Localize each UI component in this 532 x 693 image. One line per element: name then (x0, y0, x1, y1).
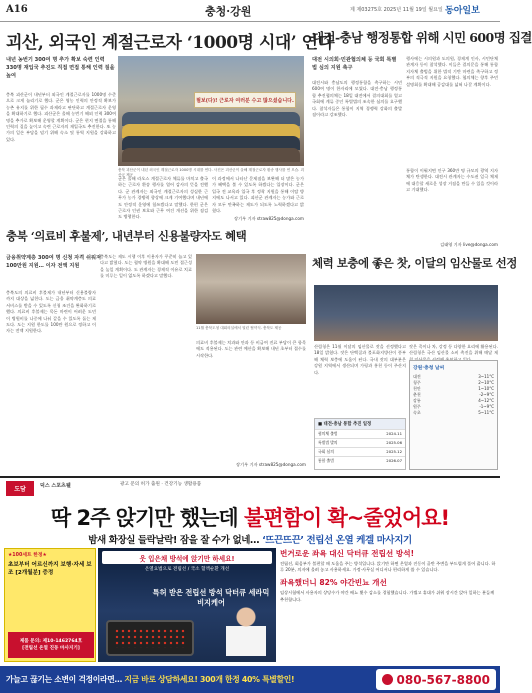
article-body-col: 대전시와 충남도의 행정통합을 촉구하는 시민 600여 명이 한자리에 모였다. 대전·충남 행정통합 추진협의체는 18일 대전에서 결의대회를 열고 국회에 계류 중인 특별법의 조속한 심의를 요구했다. 참석자들은 통합이 지역 경쟁력 강화의 출발점이라고 강조했다. (312, 80, 402, 118)
newspaper-logo[interactable]: 동아일보 (445, 6, 480, 16)
ad-product-name: 특허 받은 전립선 방석 닥터큐 세라믹 비지케어 (152, 588, 270, 607)
article-body-col: 충북도는 제도 시행 이후 이용자가 꾸준히 늘고 있다고 밝혔다. 도는 협약 병원을 확대해 도민 접근성을 높일 계획이다. 도 관계자는 경제적 이유로 치료를 미루는 일이 없도록 하겠다고 말했다. (100, 254, 192, 279)
ad-subheadline: 밤새 화장실 들락날락! 잠을 잘 수가 없네… ‘뜨끈뜨끈’ 전립선 온열 케겔 마사지기 (88, 535, 412, 546)
article-headline[interactable]: 괴산, 외국인 계절근로자 ‘1000명 시대’ 연다 (6, 33, 334, 53)
table-row: 통합 출범 2026.07 (315, 456, 405, 465)
weather-title: 강원·충청 날씨 (413, 366, 445, 371)
ad-product-benefit: 온열요법으로 전립선 / 국소 혈액순환 개선 (144, 567, 230, 572)
weather-row: 원주 -1~9°C (413, 404, 494, 409)
ad-headline: 딱 2주 앉기만 했는데 불편함이 확~줄었어요! (50, 506, 450, 530)
weather-box (409, 360, 498, 470)
byline: 장기우 기자 straw825@donga.com (234, 216, 304, 221)
article-body-col: 행사에는 시의원과 도의원, 경제계 인사, 시민단체 관계자 등이 참석했다. 이들은 결의문을 통해 통합 지자체 출범을 위한 법적 기반 마련을 촉구하고 정부의 적극적 지원을 요청했다. 협의체는 향후 주민 설명회를 확대해 공감대를 넓혀 나갈 계획이다. (406, 56, 498, 87)
article-body-col: 산림청은 11월 이달의 임산물로 잣을 선정했다고 18일 밝혔다. 잣은 단백질과 불포화지방산이 풍부해 체력 보충에 도움이 된다. 국내 잣의 대부분은 강원 지역에서 생산되며 가평과 홍천 등이 주산지다. (314, 344, 406, 375)
ad-call-text: 가늘고 끊기는 소변이 걱정이라면… 지금 바로 상담하세요! 300개 한정 40% 특별할인! (6, 675, 295, 684)
cushion-image (106, 620, 194, 656)
article-photo (314, 285, 498, 341)
ad-promo-panel (4, 548, 96, 662)
weather-row: 대전 3~11°C (413, 374, 494, 379)
article-body-col: 의료비 후불제는 치과와 안과 등 비급여 진료 부담이 큰 항목에도 적용된다. 도는 관련 예산을 확보해 내년 초부터 접수를 시작한다. (196, 340, 306, 358)
table-row: 특별법 발의 2025.06 (315, 438, 405, 447)
article-headline[interactable]: 대전-충남 행정통합 위해 시민 600명 집결 (312, 30, 532, 45)
weather-row: 속초 5~11°C (413, 410, 494, 415)
article-photo (196, 254, 306, 324)
advertisement[interactable] (0, 476, 500, 691)
table-row: 국회 심의 2025.12 (315, 447, 405, 456)
byline: 장기우 기자 straw825@donga.com (236, 462, 306, 467)
article-body-col: 통합이 이뤄지면 인구 360만 명 규모의 광역 지자체가 탄생한다. 대전시 관계자는 수도권 일극 체제에 대응할 새로운 성장 거점을 만들 수 있을 것이라고 기대했다. (406, 168, 498, 193)
issue-info: 제 제03275호 2025년 11월 19일 월요일 (350, 7, 443, 13)
ad-logo: 도담 (6, 481, 34, 496)
article-body-col: 이 과정에서 나타난 문제점을 보완해 더 많은 농가가 혜택을 볼 수 있도록 하겠다는 입장이다. 군은 입국 전 교육과 입국 후 정착 지원을 통해 이탈 방지에도 나서고 있다. 괴산군 관계자는 농가와 근로자 모두 만족하는 제도가 되도록 노력하겠다고 밝혔다. (212, 176, 304, 214)
promo-limited: ★100세트 한정★ (8, 553, 47, 558)
photo-caption: 11월 충북도청 대회의실에서 열린 협약식. 충북도 제공 (196, 326, 282, 330)
schedule-table (314, 418, 406, 470)
article-photo (118, 56, 304, 166)
article-subhead: 대전 시의회·민관협의체 등 국회 특별법 심의 지원 촉구 (312, 57, 397, 71)
ad-copy-body: 전립선, 회음부가 불편할 때 도움을 주는 방석입니다. 앉기만 하면 온열과 진동이 골반 주변을 부드럽게 풀어 줍니다. 하루 20분, 의자에 올려 놓고 사용하세요. 가정·사무실 어디서나 편리하게 쓸 수 있습니다. (280, 561, 496, 573)
doctor-image (226, 606, 266, 656)
phone-icon (382, 674, 393, 685)
ad-copy-panel (280, 548, 496, 662)
ad-shop-name: 덕스 스포츠웰 (40, 483, 71, 489)
ad-copy-title: 좌욕했더니 82% 야간빈뇨 개선 (280, 578, 387, 588)
page-header (0, 0, 500, 22)
table-title: ■ 대전·충남 통합 추진 일정 (315, 419, 405, 429)
ad-phone-button[interactable]: 080-567-8800 (376, 669, 496, 690)
ad-product-panel (98, 548, 276, 662)
section-title: 충청·강원 (205, 5, 252, 18)
article-body-col: 충북도의 의료비 후불제가 내년부터 신용불량자까지 대상을 넓힌다. 도는 금융 취약계층도 의료 서비스를 받을 수 있도록 신청 조건을 완화하기로 했다. 의료비 후불제는 목돈 마련이 어려운 도민이 병원비를 나중에 나눠 갚을 수 있도록 돕는 제도다. 도는 지원 한도를 100만 원으로 정하고 이자는 전액 지원한다. (6, 290, 96, 334)
article-body-col: 군은 올해 라오스 계절근로자 체류를 마치고 출국하는 근로자 환송 행사를 열어 감사의 뜻을 전했다. 군 관계자는 외국인 계절근로자의 성실한 근무가 농가 경쟁력 향상에 크게 기여했다며 내년에도 안정적 운영에 힘쓰겠다고 말했다. 한편 군은 근로자 인권 보호와 근무 여건 개선을 위한 점검도 병행한다. (118, 176, 208, 220)
photo-banner: 필보(다)! 근로자 여러분 수고 많으셨습니다. (194, 92, 296, 108)
ad-tagline: 광고 문의 허가 출원 · 건강기능 생활용품 (120, 482, 202, 487)
table-row: 협의체 출범 2024.11 (315, 429, 405, 438)
ad-copy-body: 임상시험에서 사용자의 상당수가 야간 배뇨 횟수 감소를 경험했습니다. 가볍고 휴대가 쉬워 장시간 앉아 일하는 분들께 추천합니다. (280, 590, 495, 602)
ad-product-no: 제품 문의: 제10-1462764호 [전립선 온열 진동 마사지기] (8, 632, 94, 658)
byline: 김태영 기자 live@donga.com (440, 242, 498, 247)
promo-gift: 초보부터 어르신까지 보행·자세 보조 [2개월분] 증정 (8, 562, 92, 576)
weather-row: 천안 1~10°C (413, 386, 494, 391)
ad-top-bar (0, 478, 500, 500)
weather-row: 청주 2~10°C (413, 380, 494, 385)
article-headline[interactable]: 체력 보충에 좋은 찻, 이달의 임산물로 선정 (312, 256, 517, 270)
weather-row: 춘천 -2~9°C (413, 392, 494, 397)
article-subhead: 내년 농번기 300여 명 추가 확보 숙련 인력 330명 재입국 추진도 직접 면접 통해 인력 질을 높여 (6, 57, 115, 79)
crowd-row (122, 148, 300, 162)
article-headline[interactable]: 충북 ‘의료비 후불제’, 내년부터 신용불량자도 혜택 (6, 229, 247, 243)
ad-product-callout: 웃 입은채 방석에 앉기만 하세요! (102, 551, 272, 564)
page-number: A16 (6, 4, 28, 15)
article-body-col: 잣은 죽이나 차, 강정 등 다양한 요리에 활용된다. 산림청은 국산 임산물 소비 촉진을 위해 매달 제 (409, 344, 498, 356)
photo-caption: 충북 괴산군이 내년 외국인 계절근로자 1000명 시대를 연다. 사진은 괴산군이 올해 계절근로자 환송 행사를 연 모습. 괴산군 제공 (118, 168, 304, 177)
ad-call-bar (0, 666, 500, 693)
ad-copy-title: 번거로운 좌욕 대신 닥터큐 전립선 방석! (280, 549, 415, 558)
article-subhead: 금융취약계층 300여 명 신청 자격 쉬워져 100만원 지원… 이자 전액 지원 (6, 255, 102, 269)
article-body-col: 충북 괴산군이 내년부터 외국인 계절근로자를 1000명 수준으로 크게 늘리기로 했다. 군은 영농 인력의 안정적 확보가 농촌 유지를 위한 필수 과제라고 판단하고 계절근로자 운영을 확대하기로 했다. 괴산군은 올해 농번기 해외 인력 300여 명을 추가로 확보해 운영할 계획이다. 군은 현지 면접을 통해 인력의 질을 높이고 숙련 근로자의 재입국도 추진한다. 또 농가의 일손 부담을 덜기 위해 숙소 및 통역 지원을 강화하고 있다. (6, 92, 116, 142)
weather-row: 강릉 4~12°C (413, 398, 494, 403)
